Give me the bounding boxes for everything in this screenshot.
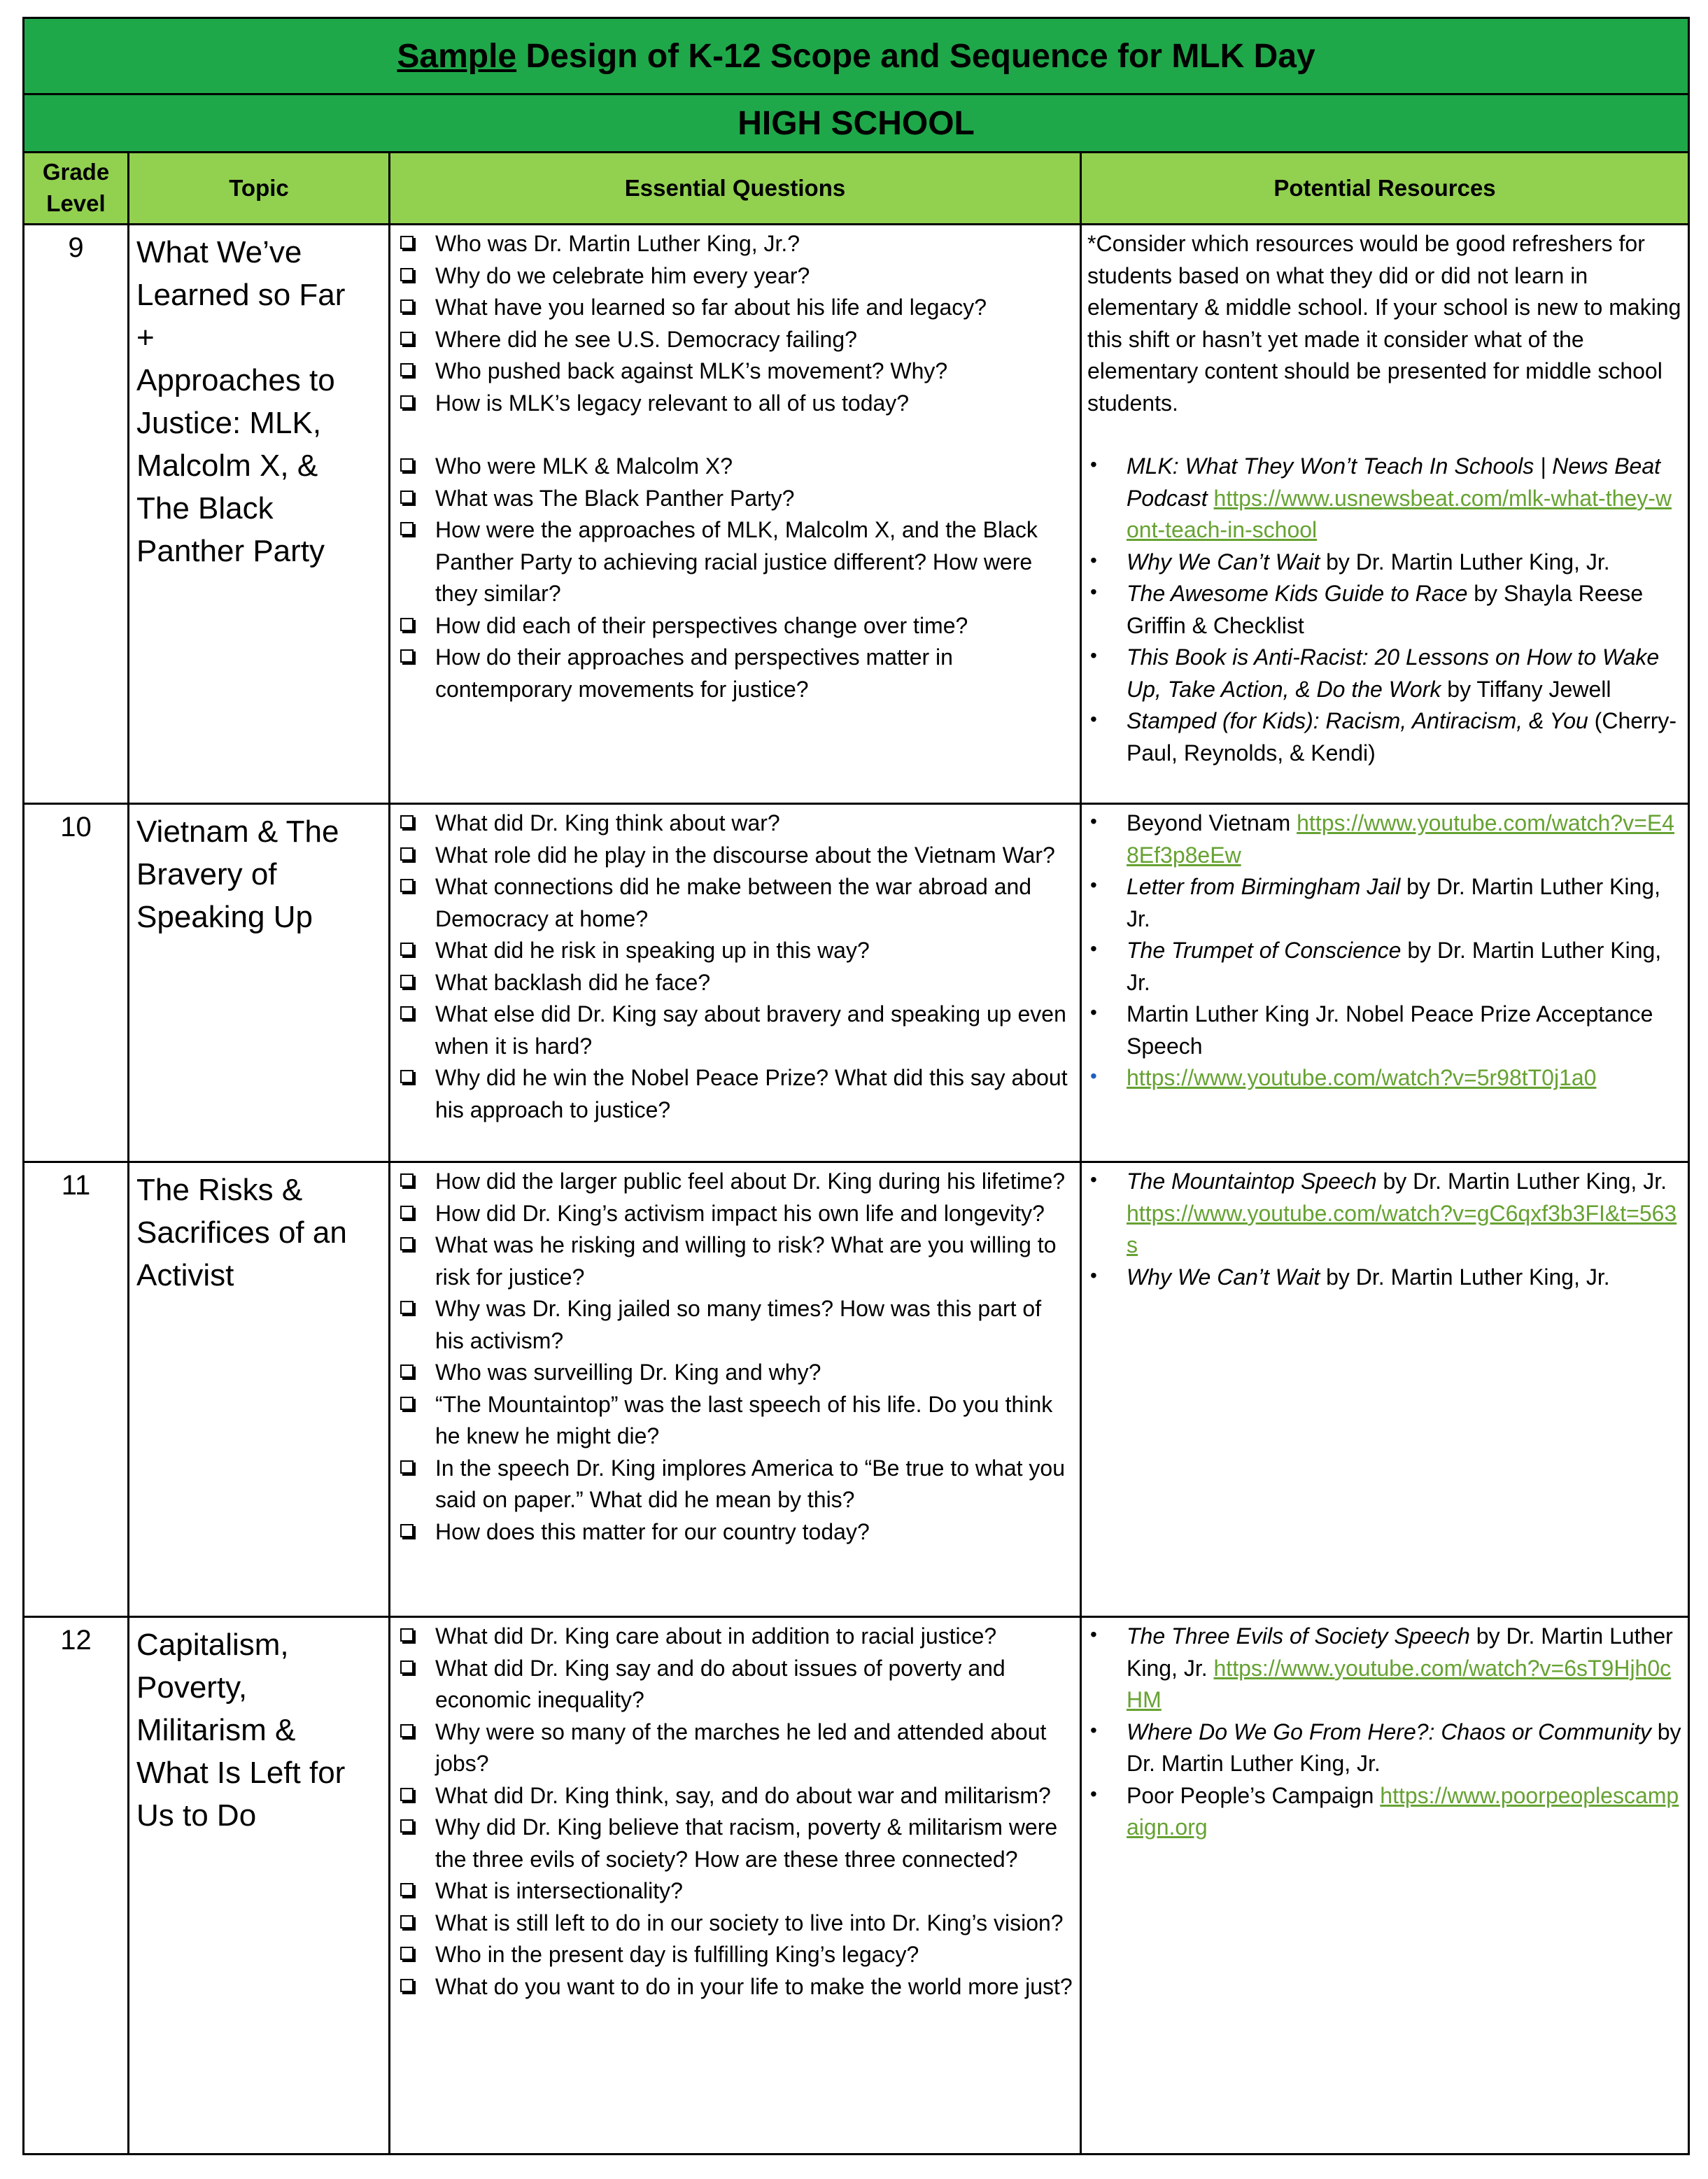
checkbox-icon[interactable]: [400, 1628, 414, 1642]
question-item: What did Dr. King think about war?: [396, 808, 1074, 840]
checkbox-icon[interactable]: [400, 299, 414, 313]
question-item: Who in the present day is fulfilling King’s legacy?: [396, 1939, 1074, 1971]
checkbox-icon[interactable]: [400, 1724, 414, 1737]
topic-line: +: [136, 320, 155, 355]
question-list: [396, 1621, 1074, 2003]
question-item: What did Dr. King care about in addition to racial justice?: [396, 1621, 1074, 1653]
resources-cell: [1081, 225, 1689, 804]
topic-line: The Risks &: [136, 1173, 303, 1207]
grade-row-10: [24, 804, 1689, 1162]
resources-cell: [1081, 1617, 1689, 2155]
checkbox-icon[interactable]: [400, 1915, 414, 1928]
checkbox-icon[interactable]: [400, 1237, 414, 1250]
question-item: How did Dr. King’s activism impact his own life and longevity?: [396, 1198, 1074, 1230]
questions-cell: [390, 1617, 1081, 2155]
questions-cell: [390, 1162, 1081, 1617]
topic-line: The Black: [136, 491, 274, 526]
resources-cell: [1081, 804, 1689, 1162]
bullet-icon: •: [1090, 1001, 1097, 1023]
checkbox-icon[interactable]: [400, 1301, 414, 1314]
resource-item: • Why We Can’t Wait by Dr. Martin Luther King, Jr.: [1087, 1262, 1682, 1294]
resource-item: [1087, 1062, 1682, 1094]
resource-item: • MLK: What They Won’t Teach In Schools | News Beat Podcast https://www.usnewsbeat.com/mlk-what-they-wont-teach-in-school: [1087, 451, 1682, 546]
question-item: What do you want to do in your life to make the world more just?: [396, 1971, 1074, 2003]
checkbox-icon[interactable]: [400, 1206, 414, 1219]
question-item: Where did he see U.S. Democracy failing?: [396, 324, 1074, 356]
question-item: What is intersectionality?: [396, 1875, 1074, 1907]
document-title: [24, 18, 1689, 94]
checkbox-icon[interactable]: [400, 618, 414, 631]
resource-item: • The Mountaintop Speech by Dr. Martin Luther King, Jr. https://www.youtube.com/watch?v=gC6qxf3b3FI&t=563s: [1087, 1166, 1682, 1262]
question-list: [396, 228, 1074, 705]
header-grade-line2: Level: [46, 190, 106, 216]
resource-item: • The Awesome Kids Guide to Race by Shayla Reese Griffin & Checklist: [1087, 578, 1682, 642]
subtitle-row: [24, 94, 1689, 153]
question-item: What was he risking and willing to risk? What are you willing to risk for justice?: [396, 1229, 1074, 1293]
checkbox-icon[interactable]: [400, 1070, 414, 1083]
topic-cell: [129, 804, 390, 1162]
header-row: [24, 153, 1689, 225]
resource-link[interactable]: https://www.youtube.com/watch?v=6sT9Hjh0cHM: [1127, 1655, 1672, 1712]
resource-list: [1087, 1621, 1682, 1844]
topic-line: Capitalism,: [136, 1628, 289, 1662]
topic-line: What Is Left for: [136, 1756, 346, 1790]
question-item: How were the approaches of MLK, Malcolm X, and the Black Panther Party to achieving racial justice different? How were they similar?: [396, 514, 1074, 610]
header-topic: Topic: [129, 153, 390, 225]
checkbox-icon[interactable]: [400, 1788, 414, 1801]
bullet-icon: •: [1090, 1623, 1097, 1645]
checkbox-icon[interactable]: [400, 1173, 414, 1187]
resource-item: • Poor People’s Campaign https://www.poorpeoplescampaign.org: [1087, 1780, 1682, 1844]
question-item: What was The Black Panther Party?: [396, 483, 1074, 515]
checkbox-icon[interactable]: [400, 649, 414, 663]
checkbox-icon[interactable]: [400, 1660, 414, 1674]
section-title: HIGH SCHOOL: [24, 94, 1689, 153]
topic-line: What We’ve: [136, 235, 302, 269]
question-item: What did he risk in speaking up in this way?: [396, 935, 1074, 967]
bullet-icon: •: [1090, 1719, 1097, 1741]
checkbox-icon[interactable]: [400, 268, 414, 281]
question-item: Who was Dr. Martin Luther King, Jr.?: [396, 228, 1074, 260]
topic-line: Approaches to: [136, 363, 335, 397]
bullet-icon: •: [1090, 1264, 1097, 1286]
topic-line: Speaking Up: [136, 900, 313, 934]
checkbox-icon[interactable]: [400, 458, 414, 472]
grade-row-11: [24, 1162, 1689, 1617]
checkbox-icon[interactable]: [400, 1006, 414, 1020]
question-list: [396, 808, 1074, 1126]
question-item: What connections did he make between the war abroad and Democracy at home?: [396, 871, 1074, 935]
topic-line: Panther Party: [136, 534, 325, 568]
question-item: How did the larger public feel about Dr. King during his lifetime?: [396, 1166, 1074, 1198]
bullet-icon: •: [1090, 1782, 1097, 1805]
question-item: What else did Dr. King say about bravery and speaking up even when it is hard?: [396, 999, 1074, 1062]
question-list: [396, 1166, 1074, 1548]
topic-line: Learned so Far: [136, 278, 346, 312]
checkbox-icon[interactable]: [400, 491, 414, 504]
grade-cell: 11: [24, 1162, 129, 1617]
checkbox-icon[interactable]: [400, 1460, 414, 1474]
question-item: Why do we celebrate him every year?: [396, 260, 1074, 292]
question-item: Why were so many of the marches he led and attended about jobs?: [396, 1716, 1074, 1780]
header-grade-line1: Grade: [42, 159, 110, 185]
topic-line: Militarism &: [136, 1713, 296, 1747]
topic-line: Vietnam & The: [136, 815, 339, 849]
resource-list: [1087, 451, 1682, 769]
bullet-icon: •: [1090, 453, 1097, 475]
bullet-icon: •: [1090, 708, 1097, 730]
topic-line: Sacrifices of an: [136, 1215, 347, 1250]
bullet-icon: •: [1090, 581, 1097, 602]
question-item: “The Mountaintop” was the last speech of his life. Do you think he knew he might die?: [396, 1389, 1074, 1453]
checkbox-icon[interactable]: [400, 815, 414, 828]
bullet-icon: •: [1090, 874, 1097, 896]
checkbox-icon[interactable]: [400, 1819, 414, 1833]
resource-item: • The Trumpet of Conscience by Dr. Martin Luther King, Jr.: [1087, 935, 1682, 999]
resource-list: [1087, 1166, 1682, 1293]
checkbox-icon[interactable]: [400, 943, 414, 956]
checkbox-icon[interactable]: [400, 1524, 414, 1537]
question-item: Why was Dr. King jailed so many times? How was this part of his activism?: [396, 1293, 1074, 1357]
topic-line: Us to Do: [136, 1798, 257, 1833]
topic-line: Poverty,: [136, 1670, 248, 1705]
bullet-icon: •: [1090, 549, 1097, 571]
question-item: What backlash did he face?: [396, 967, 1074, 999]
resource-list: [1087, 808, 1682, 1094]
topic-line: Bravery of: [136, 857, 277, 891]
topic-cell: [129, 1617, 390, 2155]
title-rest: Design of K-12 Scope and Sequence for MLK Day: [516, 37, 1315, 75]
checkbox-icon[interactable]: [400, 1364, 414, 1378]
checkbox-icon[interactable]: [400, 522, 414, 535]
checkbox-icon[interactable]: [400, 1979, 414, 1992]
bullet-icon: •: [1090, 644, 1097, 666]
resource-link[interactable]: https://www.poorpeoplescampaign.org: [1127, 1782, 1679, 1840]
topic-cell: [129, 1162, 390, 1617]
question-item: In the speech Dr. King implores America to “Be true to what you said on paper.” What did he mean by this?: [396, 1453, 1074, 1516]
checkbox-icon[interactable]: [400, 236, 414, 249]
header-potential-resources: Potential Resources: [1081, 153, 1689, 225]
bullet-icon: •: [1090, 938, 1097, 959]
resource-item: • Why We Can’t Wait by Dr. Martin Luther King, Jr.: [1087, 546, 1682, 579]
checkbox-icon[interactable]: [400, 975, 414, 988]
question-item: What did Dr. King think, say, and do about war and militarism?: [396, 1780, 1074, 1812]
question-item: How is MLK’s legacy relevant to all of us today?: [396, 388, 1074, 420]
question-item: What role did he play in the discourse about the Vietnam War?: [396, 840, 1074, 872]
checkbox-icon[interactable]: [400, 1883, 414, 1896]
checkbox-icon[interactable]: [400, 879, 414, 892]
grade-row-12: [24, 1617, 1689, 2155]
resource-item: • Stamped (for Kids): Racism, Antiracism, & You (Cherry-Paul, Reynolds, & Kendi): [1087, 705, 1682, 769]
resources-note: *Consider which resources would be good refreshers for students based on what they did or did not learn in elementary & middle school. If your school is new to making this shift or hasn’t yet made it consider what of the elementary content should be presented for middle school students.: [1087, 231, 1681, 416]
resource-item: • This Book is Anti-Racist: 20 Lessons on How to Wake Up, Take Action, & Do the Work by Tiffany Jewell: [1087, 642, 1682, 705]
grade-cell: 12: [24, 1617, 129, 2155]
resource-item: • The Three Evils of Society Speech by Dr. Martin Luther King, Jr. https://www.youtube.com/watch?v=6sT9Hjh0cHM: [1087, 1621, 1682, 1716]
bullet-icon: •: [1090, 1169, 1097, 1190]
topic-line: Malcolm X, &: [136, 449, 318, 483]
checkbox-icon[interactable]: [400, 1947, 414, 1960]
title-row: [24, 18, 1689, 94]
question-item: How did each of their perspectives change over time?: [396, 610, 1074, 642]
question-item: Why did he win the Nobel Peace Prize? What did this say about his approach to justice?: [396, 1062, 1074, 1126]
header-grade-level: [24, 153, 129, 225]
title-prefix: Sample: [397, 37, 517, 75]
resource-link[interactable]: https://www.youtube.com/watch?v=5r98tT0j1a0: [1127, 1065, 1597, 1090]
checkbox-icon[interactable]: [400, 332, 414, 345]
questions-cell: [390, 804, 1081, 1162]
topic-cell: [129, 225, 390, 804]
grade-cell: 10: [24, 804, 129, 1162]
bullet-icon: •: [1090, 810, 1097, 832]
grade-row-9: [24, 225, 1689, 804]
checkbox-icon[interactable]: [400, 363, 414, 376]
resource-item: • Where Do We Go From Here?: Chaos or Community by Dr. Martin Luther King, Jr.: [1087, 1716, 1682, 1780]
question-item: What have you learned so far about his life and legacy?: [396, 292, 1074, 324]
question-item: How does this matter for our country today?: [396, 1516, 1074, 1549]
question-item: Who was surveilling Dr. King and why?: [396, 1357, 1074, 1389]
resource-link[interactable]: https://www.usnewsbeat.com/mlk-what-they-wont-teach-in-school: [1127, 485, 1672, 542]
checkbox-icon[interactable]: [400, 847, 414, 861]
checkbox-icon[interactable]: [400, 1397, 414, 1410]
questions-cell: [390, 225, 1081, 804]
question-item: Who pushed back against MLK’s movement? Why?: [396, 355, 1074, 388]
scope-sequence-table: [22, 17, 1690, 2155]
resource-link[interactable]: https://www.youtube.com/watch?v=gC6qxf3b3FI&t=563s: [1127, 1200, 1677, 1257]
page: [22, 17, 1688, 2164]
bullet-icon: •: [1090, 1065, 1097, 1087]
resources-cell: [1081, 1162, 1689, 1617]
question-item: How do their approaches and perspectives matter in contemporary movements for justice?: [396, 642, 1074, 705]
question-item: What is still left to do in our society to live into Dr. King’s vision?: [396, 1907, 1074, 1940]
question-item: Who were MLK & Malcolm X?: [396, 451, 1074, 483]
header-essential-questions: Essential Questions: [390, 153, 1081, 225]
resource-item: • Beyond Vietnam https://www.youtube.com/watch?v=E48Ef3p8eEw: [1087, 808, 1682, 871]
topic-line: Justice: MLK,: [136, 406, 322, 440]
resource-link[interactable]: https://www.youtube.com/watch?v=E48Ef3p8eEw: [1127, 810, 1674, 868]
resource-item: • Martin Luther King Jr. Nobel Peace Prize Acceptance Speech: [1087, 999, 1682, 1062]
resource-item: • Letter from Birmingham Jail by Dr. Martin Luther King, Jr.: [1087, 871, 1682, 935]
checkbox-icon[interactable]: [400, 395, 414, 409]
question-item: Why did Dr. King believe that racism, poverty & militarism were the three evils of society? How are these three connected?: [396, 1812, 1074, 1875]
topic-line: Activist: [136, 1258, 234, 1292]
grade-cell: 9: [24, 225, 129, 804]
question-item: What did Dr. King say and do about issues of poverty and economic inequality?: [396, 1653, 1074, 1716]
